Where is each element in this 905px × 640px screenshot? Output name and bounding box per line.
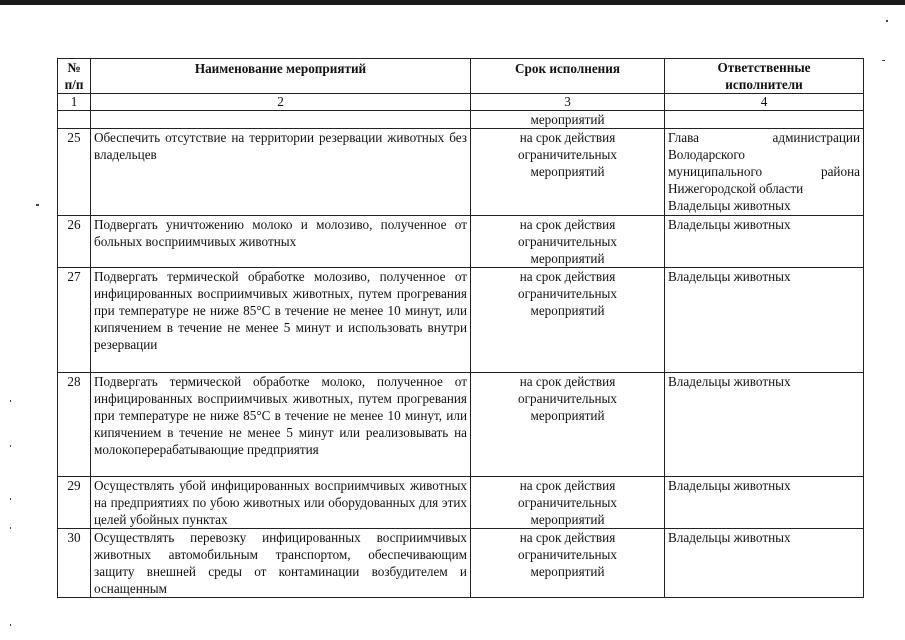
- table-row: [58, 129, 864, 216]
- responsible-line: Владельцы животных: [668, 217, 791, 232]
- row-responsible: [665, 216, 864, 268]
- scan-speck: [10, 624, 11, 626]
- col-number: 2: [91, 94, 471, 111]
- header-resp: Ответственные исполнители: [665, 59, 864, 94]
- row-action: Осуществлять перевозку инфицированных восприимчивых животных автомобильным транспортом, обеспечивающим защиту внешней среды от контаминации возбудителем и оснащенным: [91, 529, 471, 598]
- row-number: 27: [58, 268, 91, 373]
- table-header-row: [58, 59, 864, 94]
- continuation-term: мероприятий: [471, 111, 665, 129]
- table-row: [58, 268, 864, 373]
- continuation-row: [58, 111, 864, 129]
- responsible-line: Владельцы животных: [668, 530, 791, 545]
- responsible-line: Владельцы животных: [668, 269, 791, 284]
- table-row: [58, 477, 864, 529]
- scan-top-border: [0, 0, 905, 5]
- row-term: на срок действия ограничительных мероприятий: [471, 268, 665, 373]
- row-responsible: [665, 373, 864, 477]
- row-number: 25: [58, 129, 91, 216]
- scan-speck: [36, 204, 39, 206]
- table-row: [58, 216, 864, 268]
- scan-speck: [882, 60, 885, 61]
- responsible-line: Владельцы животных: [668, 374, 791, 389]
- row-term: на срок действия ограничительных мероприятий: [471, 373, 665, 477]
- row-number: 28: [58, 373, 91, 477]
- header-name: Наименование мероприятий: [91, 59, 471, 94]
- responsible-line: Глава администрации: [668, 130, 860, 145]
- row-number: 30: [58, 529, 91, 598]
- col-number: 4: [665, 94, 864, 111]
- responsible-line: Владельцы животных: [668, 478, 791, 493]
- row-responsible: [665, 529, 864, 598]
- row-action: Осуществлять убой инфицированных восприимчивых животных на предприятиях по убою животных или оборудованных для этих целей убойных пунктах: [91, 477, 471, 529]
- row-responsible: [665, 268, 864, 373]
- responsible-line: Володарского: [668, 147, 746, 162]
- scan-speck: [886, 20, 888, 22]
- header-num: № п/п: [58, 59, 91, 94]
- row-term: на срок действия ограничительных мероприятий: [471, 477, 665, 529]
- row-number: 26: [58, 216, 91, 268]
- header-term: Срок исполнения: [471, 59, 665, 94]
- row-responsible: [665, 129, 864, 216]
- row-action: Подвергать термической обработке молозиво, полученное от инфицированных восприимчивых животных, путем прогревания при температуре не ниже 85°С в течение не менее 10 минут, или кипячением в течение не менее 5 минут и использовать внутри резервации: [91, 268, 471, 373]
- scan-speck: [10, 400, 11, 402]
- responsible-line: Нижегородской области: [668, 181, 804, 196]
- row-action: Обеспечить отсутствие на территории резервации животных без владельцев: [91, 129, 471, 216]
- row-responsible: [665, 477, 864, 529]
- measures-table: [57, 58, 864, 598]
- responsible-line: Владельцы животных: [668, 198, 791, 213]
- row-number: 29: [58, 477, 91, 529]
- table-row: [58, 529, 864, 598]
- col-number: 3: [471, 94, 665, 111]
- row-action: Подвергать термической обработке молоко, полученное от инфицированных восприимчивых животных, путем прогревания при температуре не ниже 85°С в течение не менее 10 минут, или кипячением в течение не менее 5 минут или реализовывать на молокоперерабатывающие предприятия: [91, 373, 471, 477]
- table-row: [58, 373, 864, 477]
- column-number-row: [58, 94, 864, 111]
- row-term: на срок действия ограничительных мероприятий: [471, 216, 665, 268]
- row-term: на срок действия ограничительных мероприятий: [471, 129, 665, 216]
- scan-speck: [10, 527, 11, 529]
- row-term: на срок действия ограничительных мероприятий: [471, 529, 665, 598]
- col-number: 1: [58, 94, 91, 111]
- scan-speck: [10, 498, 11, 500]
- row-action: Подвергать уничтожению молоко и молозиво, полученное от больных восприимчивых животных: [91, 216, 471, 268]
- responsible-line: муниципального района: [668, 164, 860, 179]
- scan-speck: [10, 445, 11, 447]
